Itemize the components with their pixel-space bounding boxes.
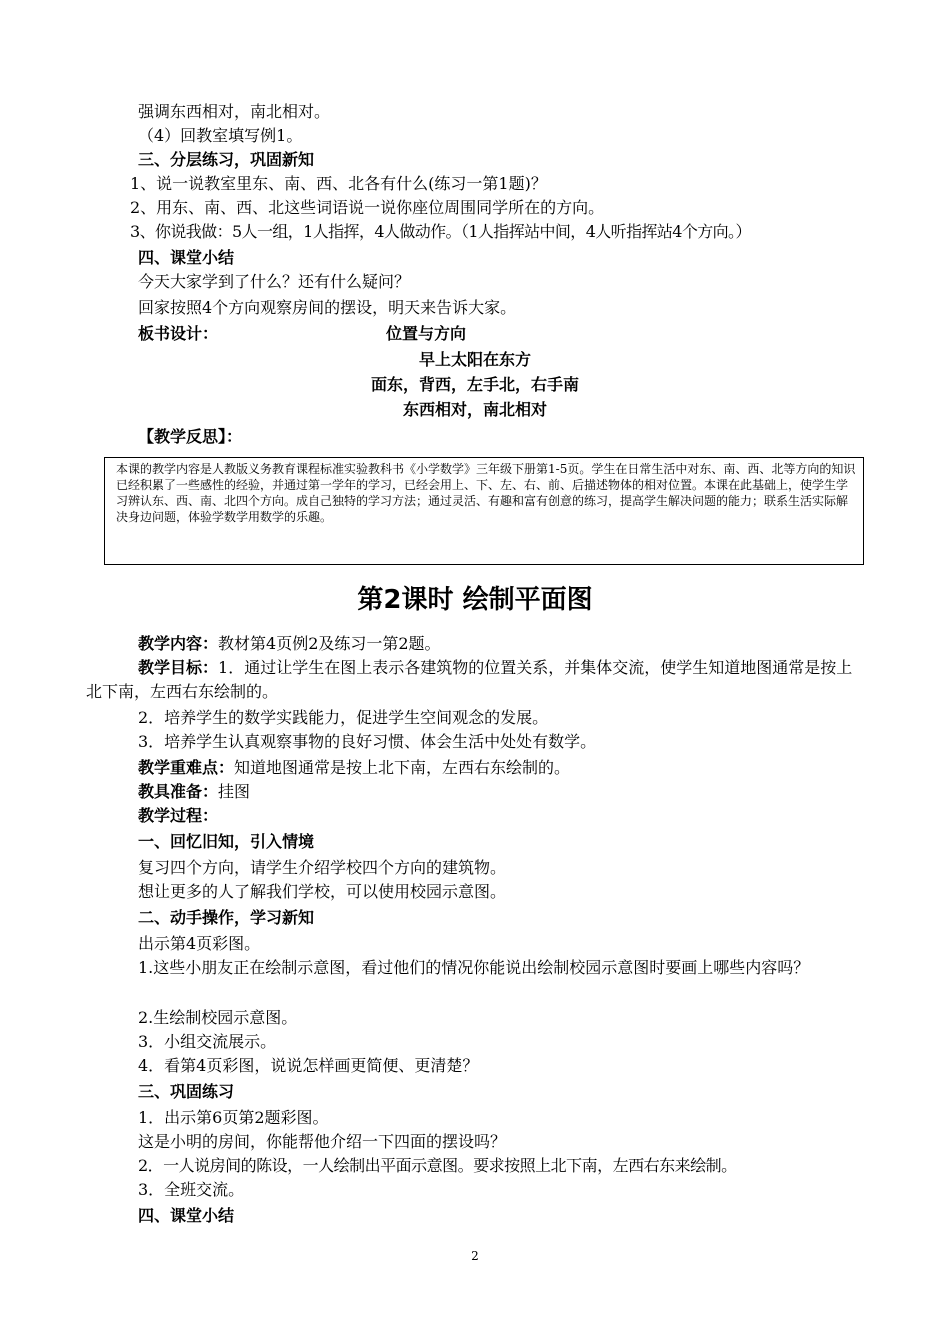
teaching-goals-label: 教学目标：: [138, 658, 219, 677]
practice-item-3: 3、你说我做：5人一组，1人指挥，4人做动作。（1人指挥站中间，4人听指挥站4个方向。）: [130, 222, 751, 241]
teaching-goals: [86, 656, 866, 704]
summary-line-1: 今天大家学到了什么？还有什么疑问？: [138, 272, 411, 291]
key-points: [138, 756, 570, 780]
heading-practice: 三、分层练习，巩固新知: [138, 150, 315, 169]
process-label: 教学过程：: [138, 806, 219, 825]
summary-line-2: 回家按照4个方向观察房间的摆设，明天来告诉大家。: [138, 298, 517, 317]
lesson2-title: 第2课时 绘制平面图: [357, 585, 593, 615]
section2-item-1: 1.这些小朋友正在绘制示意图，看过他们的情况你能说出绘制校园示意图时要画上哪些内容吗？: [138, 958, 810, 977]
board-title: 位置与方向: [386, 324, 467, 343]
text-line-emphasis: 强调东西相对，南北相对。: [138, 102, 331, 121]
practice-item-2: 2、用东、南、西、北这些词语说一说你座位周围同学所在的方向。: [130, 198, 605, 217]
goal-2: 2．培养学生的数学实践能力，促进学生空间观念的发展。: [138, 708, 549, 727]
board-design-label: 板书设计：: [138, 324, 219, 343]
board-line-2: 面东，背西，左手北，右手南: [370, 375, 579, 394]
teaching-goals-text: 1．通过让学生在图上表示各建筑物的位置关系，并集体交流，使学生知道地图通常是按上北下南，左西右东绘制的。: [86, 658, 853, 701]
section3-item-2: 2．一人说房间的陈设，一人绘制出平面示意图。要求按照上北下南，左西右东来绘制。: [138, 1156, 737, 1175]
key-points-text: 知道地图通常是按上北下南，左西右东绘制的。: [234, 758, 571, 777]
section2-heading: 二、动手操作，学习新知: [138, 908, 315, 927]
teaching-tools-label: 教具准备：: [138, 782, 219, 801]
goal-3: 3．培养学生认真观察事物的良好习惯、体会生活中处处有数学。: [138, 732, 597, 751]
practice-item-1: 1、说一说教室里东、南、西、北各有什么(练习一第1题)？: [130, 174, 547, 193]
teaching-tools-text: 挂图: [218, 782, 251, 801]
reflection-label: 【教学反思】：: [138, 427, 243, 446]
reflection-text: 本课的教学内容是人教版义务教育课程标准实验教科书《小学数学》三年级下册第1-5页。学生在日常生活中对东、南、西、北等方向的知识已经积累了一些感性的经验，并通过第一学年的学习，已经会用上、下、左、右、前、后描述物体的相对位置。本课在此基础上，使学生学习辨认东、西、南、北四个方向。成自己独特的学习方法；通过灵活、有趣和富有创意的练习，提高学生解决问题的能力；联系生活实际解决身边问题，体验学数学用数学的乐趣。: [116, 462, 856, 524]
section2-item-4: 4．看第4页彩图，说说怎样画更简便、更清楚？: [138, 1056, 479, 1075]
key-points-label: 教学重难点：: [138, 758, 235, 777]
text-line-step4: （4）回教室填写例1。: [138, 126, 303, 145]
section2-line-1: 出示第4页彩图。: [138, 934, 261, 953]
section1-heading: 一、回忆旧知，引入情境: [138, 832, 315, 851]
heading-summary: 四、课堂小结: [138, 248, 235, 267]
board-line-1: 早上太阳在东方: [418, 350, 531, 369]
section3-item-1: 1．出示第6页第2题彩图。: [138, 1108, 329, 1127]
section2-item-3: 3．小组交流展示。: [138, 1032, 277, 1051]
teaching-tools: [138, 780, 250, 804]
section1-line-1: 复习四个方向，请学生介绍学校四个方向的建筑物。: [138, 858, 507, 877]
section1-line-2: 想让更多的人了解我们学校，可以使用校园示意图。: [138, 882, 507, 901]
page-number: 2: [471, 1249, 479, 1263]
teaching-content-label: 教学内容：: [138, 634, 219, 653]
section3-line: 这是小明的房间，你能帮他介绍一下四面的摆设吗？: [138, 1132, 507, 1151]
section4-heading: 四、课堂小结: [138, 1206, 235, 1225]
section3-heading: 三、巩固练习: [138, 1082, 235, 1101]
section3-item-3: 3．全班交流。: [138, 1180, 245, 1199]
board-line-3: 东西相对，南北相对: [402, 400, 547, 419]
section2-item-2: 2.生绘制校园示意图。: [138, 1008, 298, 1027]
teaching-content-text: 教材第4页例2及练习一第2题。: [218, 634, 441, 653]
teaching-content: [138, 632, 441, 656]
